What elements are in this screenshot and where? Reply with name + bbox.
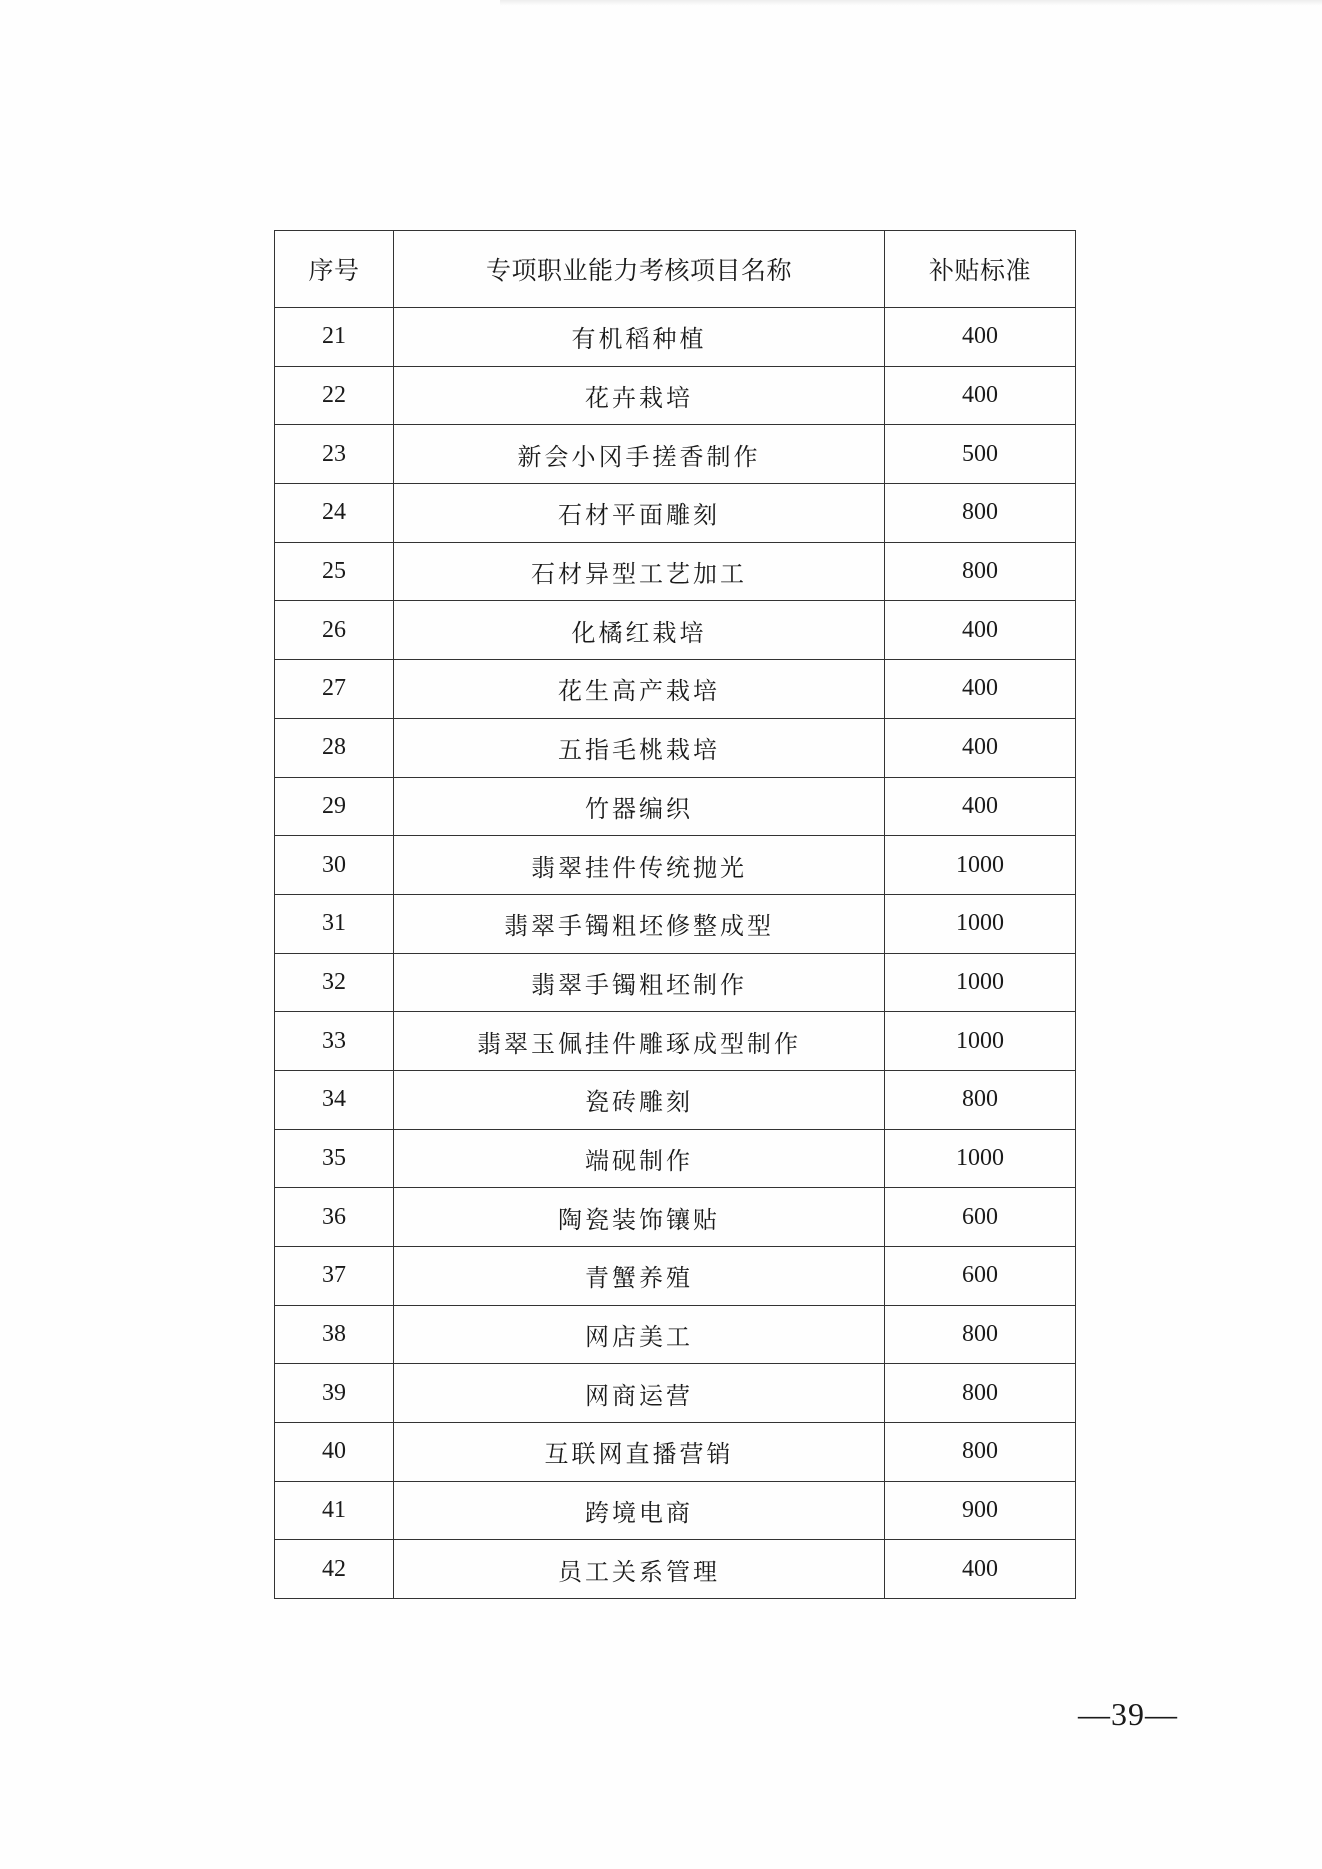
table-row	[275, 894, 1076, 953]
row-project-name: 翡翠手镯粗坯修整成型	[394, 894, 885, 953]
row-seq: 33	[275, 1012, 394, 1071]
table-row	[275, 660, 1076, 719]
row-project-name: 化橘红栽培	[394, 601, 885, 660]
row-project-name: 竹器编织	[394, 777, 885, 836]
row-subsidy-amount: 400	[885, 308, 1076, 367]
row-project-name: 网店美工	[394, 1305, 885, 1364]
row-subsidy-amount: 800	[885, 1070, 1076, 1129]
table-row	[275, 542, 1076, 601]
row-seq: 37	[275, 1247, 394, 1306]
table-row	[275, 1540, 1076, 1599]
row-project-name: 员工关系管理	[394, 1540, 885, 1599]
row-project-name: 翡翠玉佩挂件雕琢成型制作	[394, 1012, 885, 1071]
row-project-name: 石材异型工艺加工	[394, 542, 885, 601]
row-project-name: 瓷砖雕刻	[394, 1070, 885, 1129]
table-row	[275, 1423, 1076, 1482]
page-number: —39—	[1078, 1696, 1178, 1732]
header-project-name: 专项职业能力考核项目名称	[394, 231, 885, 308]
row-subsidy-amount: 600	[885, 1247, 1076, 1306]
table-row	[275, 1364, 1076, 1423]
row-project-name: 端砚制作	[394, 1129, 885, 1188]
row-subsidy-amount: 800	[885, 1364, 1076, 1423]
row-subsidy-amount: 400	[885, 601, 1076, 660]
scan-edge-shade	[500, 0, 1322, 6]
row-project-name: 石材平面雕刻	[394, 484, 885, 543]
row-seq: 26	[275, 601, 394, 660]
row-subsidy-amount: 400	[885, 1540, 1076, 1599]
row-seq: 32	[275, 953, 394, 1012]
row-project-name: 跨境电商	[394, 1481, 885, 1540]
row-seq: 24	[275, 484, 394, 543]
table-row	[275, 1305, 1076, 1364]
table-row	[275, 601, 1076, 660]
row-seq: 41	[275, 1481, 394, 1540]
row-seq: 22	[275, 366, 394, 425]
row-project-name: 互联网直播营销	[394, 1423, 885, 1482]
row-subsidy-amount: 800	[885, 484, 1076, 543]
row-subsidy-amount: 500	[885, 425, 1076, 484]
table-row	[275, 1129, 1076, 1188]
row-seq: 27	[275, 660, 394, 719]
row-subsidy-amount: 1000	[885, 1129, 1076, 1188]
subsidy-table	[274, 230, 1076, 1599]
row-subsidy-amount: 400	[885, 777, 1076, 836]
table-row	[275, 777, 1076, 836]
row-seq: 28	[275, 718, 394, 777]
table-body	[275, 308, 1076, 1599]
row-subsidy-amount: 1000	[885, 894, 1076, 953]
row-subsidy-amount: 400	[885, 718, 1076, 777]
row-subsidy-amount: 400	[885, 366, 1076, 425]
row-seq: 36	[275, 1188, 394, 1247]
table-row	[275, 1481, 1076, 1540]
row-project-name: 翡翠挂件传统抛光	[394, 836, 885, 895]
row-subsidy-amount: 800	[885, 542, 1076, 601]
row-subsidy-amount: 800	[885, 1305, 1076, 1364]
row-project-name: 五指毛桃栽培	[394, 718, 885, 777]
header-subsidy-standard: 补贴标准	[885, 231, 1076, 308]
row-project-name: 青蟹养殖	[394, 1247, 885, 1306]
table-row	[275, 836, 1076, 895]
table-row	[275, 1188, 1076, 1247]
table-row	[275, 308, 1076, 367]
table-header-row	[275, 231, 1076, 308]
row-project-name: 有机稻种植	[394, 308, 885, 367]
table-row	[275, 718, 1076, 777]
row-seq: 29	[275, 777, 394, 836]
row-seq: 39	[275, 1364, 394, 1423]
row-subsidy-amount: 1000	[885, 1012, 1076, 1071]
row-project-name: 花生高产栽培	[394, 660, 885, 719]
row-seq: 25	[275, 542, 394, 601]
row-seq: 34	[275, 1070, 394, 1129]
table-row	[275, 425, 1076, 484]
row-seq: 42	[275, 1540, 394, 1599]
row-seq: 23	[275, 425, 394, 484]
row-subsidy-amount: 400	[885, 660, 1076, 719]
row-subsidy-amount: 600	[885, 1188, 1076, 1247]
row-seq: 31	[275, 894, 394, 953]
row-subsidy-amount: 900	[885, 1481, 1076, 1540]
table-row	[275, 1247, 1076, 1306]
row-subsidy-amount: 1000	[885, 836, 1076, 895]
row-seq: 35	[275, 1129, 394, 1188]
row-seq: 38	[275, 1305, 394, 1364]
row-seq: 40	[275, 1423, 394, 1482]
header-seq: 序号	[275, 231, 394, 308]
row-project-name: 新会小冈手搓香制作	[394, 425, 885, 484]
row-subsidy-amount: 1000	[885, 953, 1076, 1012]
row-project-name: 网商运营	[394, 1364, 885, 1423]
table-row	[275, 366, 1076, 425]
row-project-name: 花卉栽培	[394, 366, 885, 425]
table-row	[275, 1012, 1076, 1071]
row-project-name: 翡翠手镯粗坯制作	[394, 953, 885, 1012]
row-subsidy-amount: 800	[885, 1423, 1076, 1482]
table-row	[275, 484, 1076, 543]
row-project-name: 陶瓷装饰镶贴	[394, 1188, 885, 1247]
table-row	[275, 953, 1076, 1012]
table-row	[275, 1070, 1076, 1129]
row-seq: 21	[275, 308, 394, 367]
row-seq: 30	[275, 836, 394, 895]
